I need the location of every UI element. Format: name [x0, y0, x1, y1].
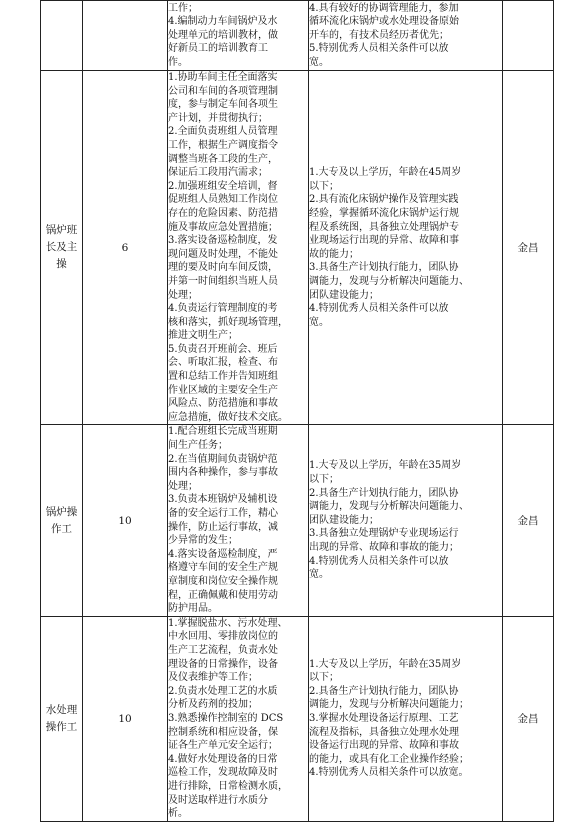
cell-line: 设备运行出现的异常、故障和事故	[309, 740, 459, 752]
cell-line: 4.负责运行管理制度的考	[168, 303, 278, 315]
cell-line: 理设备的日常操作，设备	[168, 658, 278, 670]
cell-line: 程及系统图，具备独立处理锅炉专	[309, 221, 459, 233]
cell-line: 产计划，并贯彻执行；	[168, 112, 268, 124]
cell-line: 业现场运行出现的异常、故障和事	[309, 235, 459, 247]
cell-line: 程，正确佩戴和使用劳动	[168, 589, 278, 601]
cell-line: 1.掌握脱盐水、污水处理、	[168, 617, 288, 629]
cell-line: 间生产任务；	[168, 440, 228, 452]
duties-cell	[168, 616, 309, 821]
cell-line: 2.具备生产计划执行能力，团队协	[309, 685, 459, 697]
cell-line: 调能力，发现与分析解决问题能力；	[309, 699, 469, 711]
cell-line: 公司和车间的各项管理制	[168, 85, 278, 97]
location-cell	[503, 1, 554, 71]
cell-line: 应急措施，做好技术交底。	[168, 411, 288, 423]
cell-line: 调能力，发现与分析解决问题能力、	[309, 501, 469, 513]
duties-cell	[168, 71, 309, 425]
cell-line: 经验，掌握循环流化床锅炉运行规	[309, 207, 459, 219]
cell-line: 操作，防止运行事故，减	[168, 521, 278, 533]
cell-line: 作。	[168, 56, 188, 68]
cell-line: 备的安全运行工作，精心	[168, 508, 278, 519]
cell-line: 开车的，有技术员经历者优先；	[309, 29, 449, 41]
headcount-cell: 10	[83, 425, 168, 616]
headcount-cell: 10	[83, 616, 168, 821]
requirements-cell	[309, 1, 503, 71]
cell-line: 及时送取样进行水质分	[168, 794, 268, 806]
job-table	[40, 0, 554, 822]
cell-line: 好新员工的培训教育工	[168, 43, 268, 55]
cell-line: 4.编制动力车间锅炉及水	[168, 16, 278, 28]
cell-line: 分析及药剂的投加；	[168, 699, 258, 711]
cell-line: 存在的危险因素、防范措	[168, 207, 278, 219]
cell-line: 3.具备独立处理锅炉专业现场运行	[309, 528, 459, 540]
cell-line: 3.具备生产计划执行能力，团队协	[309, 262, 459, 274]
cell-line: 1.大专及以上学历，年龄在45周岁	[309, 167, 462, 179]
cell-line: 4.特别优秀人员相关条件可以放	[309, 555, 449, 567]
cell-line: 度，参与制定车间各项生	[168, 99, 278, 111]
cell-line: 3.负责本班锅炉及辅机设	[168, 494, 278, 506]
cell-line: 工作，根据生产调度指令	[168, 139, 278, 151]
cell-line: 2.在当值期间负责锅炉范	[168, 453, 278, 465]
cell-line: 3.落实设备巡检制度，发	[168, 235, 278, 247]
headcount-cell	[83, 1, 168, 71]
cell-line: 2.加强班组安全培训，督	[168, 180, 278, 192]
cell-line: 3.熟悉操作控制室的 DCS	[168, 712, 284, 724]
cell-line: 处理；	[168, 289, 198, 301]
cell-line: 宽。	[309, 569, 329, 581]
cell-line: 生产工艺流程，负责水处	[168, 644, 278, 656]
position-cell	[41, 1, 83, 71]
cell-line: 4.落实设备巡检制度，严	[168, 548, 278, 560]
requirements-cell	[309, 71, 503, 425]
cell-line: 格遵守车间的安全生产规	[168, 562, 278, 574]
position-cell: 锅炉操作工	[41, 425, 83, 616]
position-cell: 锅炉班长及主操	[41, 71, 83, 425]
cell-line: 围内各种操作，参与事故	[168, 467, 278, 479]
cell-line: 推进文明生产；	[168, 330, 238, 342]
cell-line: 工作；	[168, 2, 198, 14]
cell-line: 以下；	[309, 180, 339, 192]
cell-line: 1.大专及以上学历，年龄在35周岁	[309, 658, 462, 670]
cell-line: 章制度和岗位安全操作规	[168, 575, 278, 587]
table-row	[41, 425, 554, 616]
table-row	[41, 71, 554, 425]
cell-line: 以下；	[309, 474, 339, 486]
cell-line: 4.特别优秀人员相关条件可以放宽。	[309, 767, 469, 779]
cell-line: 4.具有较好的协调管理能力，参加	[309, 2, 459, 14]
location-cell: 金昌	[503, 425, 554, 616]
cell-line: 防护用品。	[168, 603, 218, 615]
cell-line: 促班组人员熟知工作岗位	[168, 194, 278, 206]
cell-line: 4.做好水处理设备的日常	[168, 753, 278, 765]
cell-line: 2.具备生产计划执行能力，团队协	[309, 487, 459, 499]
cell-line: 调整当班各工段的生产，	[168, 153, 278, 165]
cell-line: 宽。	[309, 56, 329, 68]
cell-line: 中水回用、零排放岗位的	[168, 631, 278, 643]
cell-line: 巡检工作，发现故障及时	[168, 767, 278, 779]
cell-line: 4.特别优秀人员相关条件可以放	[309, 303, 449, 315]
duties-cell	[168, 425, 309, 616]
cell-line: 理的要及时向车间反馈，	[168, 262, 278, 274]
table-row	[41, 1, 554, 71]
cell-line: 处理；	[168, 480, 198, 492]
cell-line: 现问题及时处理，不能处	[168, 248, 278, 260]
cell-line: 控制系统和相应设备，保	[168, 726, 278, 738]
cell-line: 处理单元的培训教材，做	[168, 29, 278, 41]
cell-line: 流程及指标，具备独立处理水处理	[309, 726, 459, 738]
cell-line: 5.特别优秀人员相关条件可以放	[309, 43, 449, 55]
cell-line: 核和落实，抓好现场管理，	[168, 316, 288, 328]
cell-line: 1.配合班组长完成当班期	[168, 426, 278, 438]
table-row	[41, 616, 554, 821]
cell-line: 证各生产单元安全运行；	[168, 740, 278, 752]
requirements-cell	[309, 616, 503, 821]
requirements-cell	[309, 425, 503, 616]
cell-line: 1.协助车间主任全面落实	[168, 72, 278, 83]
cell-line: 并第一时间组织当班人员	[168, 275, 278, 287]
cell-line: 的能力，或具有化工企业操作经验；	[309, 753, 469, 765]
cell-line: 团队建设能力；	[309, 289, 379, 301]
cell-line: 故的能力；	[309, 248, 359, 260]
cell-line: 宽。	[309, 316, 329, 328]
cell-line: 1.大专及以上学历，年龄在35周岁	[309, 460, 462, 472]
cell-line: 2.具有流化床锅炉操作及管理实践	[309, 194, 459, 206]
cell-line: 5.负责召开班前会、班后	[168, 343, 278, 355]
cell-line: 风险点、防范措施和事故	[168, 398, 278, 410]
cell-line: 保证后工段用汽需求；	[168, 167, 268, 179]
cell-line: 置和总结工作并告知班组	[168, 371, 278, 383]
cell-line: 团队建设能力；	[309, 514, 379, 526]
cell-line: 调能力，发现与分析解决问题能力、	[309, 275, 469, 287]
headcount-cell: 6	[83, 71, 168, 425]
cell-line: 作业区域的主要安全生产	[168, 384, 278, 396]
cell-line: 会、听取汇报，检查、布	[168, 357, 278, 369]
cell-line: 以下；	[309, 672, 339, 684]
cell-line: 进行排除，日常检测水质，	[168, 780, 288, 792]
cell-line: 出现的异常、故障和事故的能力；	[309, 541, 459, 553]
duties-cell	[168, 1, 309, 71]
location-cell: 金昌	[503, 71, 554, 425]
cell-line: 及仪表维护等工作；	[168, 672, 258, 684]
cell-line: 施及事故应急处置措施；	[168, 221, 278, 233]
position-cell: 水处理操作工	[41, 616, 83, 821]
cell-line: 少异常的发生；	[168, 535, 238, 547]
cell-line: 循环流化床锅炉或水处理设备原始	[309, 16, 459, 28]
cell-line: 2.负责水处理工艺的水质	[168, 685, 278, 697]
cell-line: 3.掌握水处理设备运行原理、工艺	[309, 712, 459, 724]
cell-line: 析。	[168, 808, 188, 820]
location-cell: 金昌	[503, 616, 554, 821]
cell-line: 2.全面负责班组人员管理	[168, 126, 278, 138]
